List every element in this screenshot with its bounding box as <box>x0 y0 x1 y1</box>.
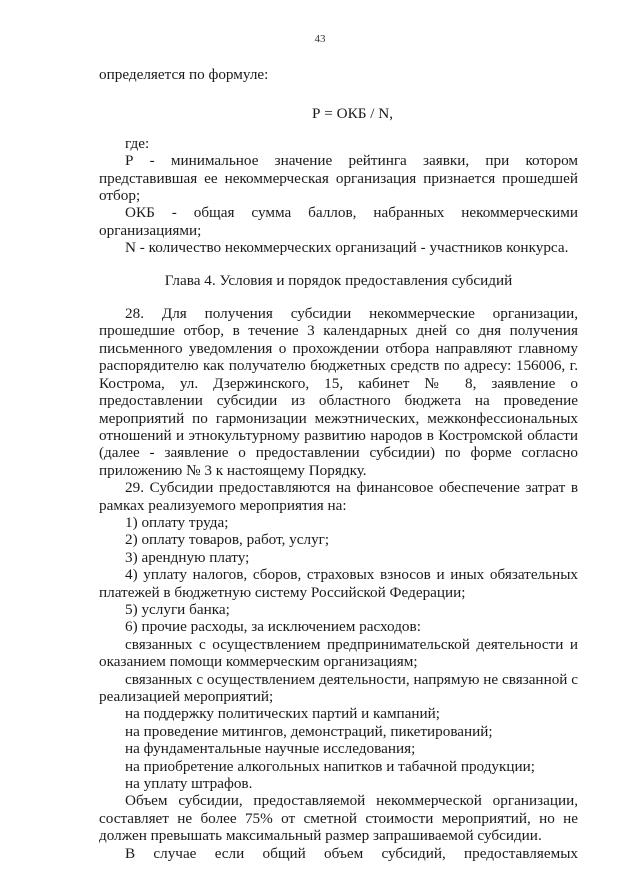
formula: Р = ОКБ / N, <box>312 105 394 123</box>
definition-okb: ОКБ - общая сумма баллов, набранных некоммерческими организациями; <box>99 204 578 239</box>
list-item-2: 2) оплату товаров, работ, услуг; <box>125 531 330 549</box>
definition-n: N - количество некоммерческих организаций - участников конкурса. <box>125 239 569 257</box>
volume-paragraph: Объем субсидии, предоставляемой некоммерческой организации, составляет не более 75% от сметной стоимости мероприятий, но не должен превышать максимальный размер запрашиваемой субсидии. <box>99 792 578 845</box>
exclusion-4: на проведение митингов, демонстраций, пикетирований; <box>125 722 493 740</box>
chapter-heading: Глава 4. Условия и порядок предоставления субсидий <box>164 271 513 289</box>
definition-p: Р - минимальное значение рейтинга заявки, при котором представившая ее некоммерческая организация признается прошедшей отбор; <box>99 152 578 205</box>
exclusion-7: на уплату штрафов. <box>125 775 253 793</box>
exclusion-1: связанных с осуществлением предпринимательской деятельности и оказанием помощи коммерческим организациям; <box>99 635 578 671</box>
list-item-6: 6) прочие расходы, за исключением расходов: <box>125 618 421 636</box>
list-item-4: 4) уплату налогов, сборов, страховых взносов и иных обязательных платежей в бюджетную систему Российской Федерации; <box>99 566 578 601</box>
list-item-5: 5) услуги банка; <box>125 600 230 618</box>
paragraph-28: 28. Для получения субсидии некоммерческие организации, прошедшие отбор, в течение 3 календарных дней со дня получения письменного уведомления о прохождении отбора направляют главному распорядителю как получателю бюджетных средств по адресу: 156006, г. Кострома, ул. Дзержинского, 15, кабинет № 8, заявление о предоставлении субсидии из областного бюджета на проведение мероприятий по гармонизации межэтнических, межконфессиональных отношений и этнокультурному развитию народов в Костромской области (далее - заявление о предоставлении субсидии) по форме согласно приложению № 3 к настоящему Порядку. <box>99 305 578 479</box>
last-paragraph: В случае если общий объем субсидий, предоставляемых <box>125 844 578 862</box>
list-item-3: 3) арендную плату; <box>125 548 250 566</box>
where-label: где: <box>125 134 150 152</box>
intro-paragraph: определяется по формуле: <box>99 66 269 83</box>
exclusion-3: на поддержку политических партий и кампаний; <box>125 705 441 723</box>
paragraph-29: 29. Субсидии предоставляются на финансовое обеспечение затрат в рамках реализуемого мероприятия на: <box>99 479 578 514</box>
document-body <box>99 66 578 862</box>
page-number: 43 <box>314 33 326 45</box>
exclusion-5: на фундаментальные научные исследования; <box>125 740 416 758</box>
exclusion-6: на приобретение алкогольных напитков и табачной продукции; <box>125 757 536 775</box>
list-item-1: 1) оплату труда; <box>125 513 229 531</box>
exclusion-2: связанных с осуществлением деятельности, напрямую не связанной с реализацией мероприятий; <box>99 670 578 705</box>
